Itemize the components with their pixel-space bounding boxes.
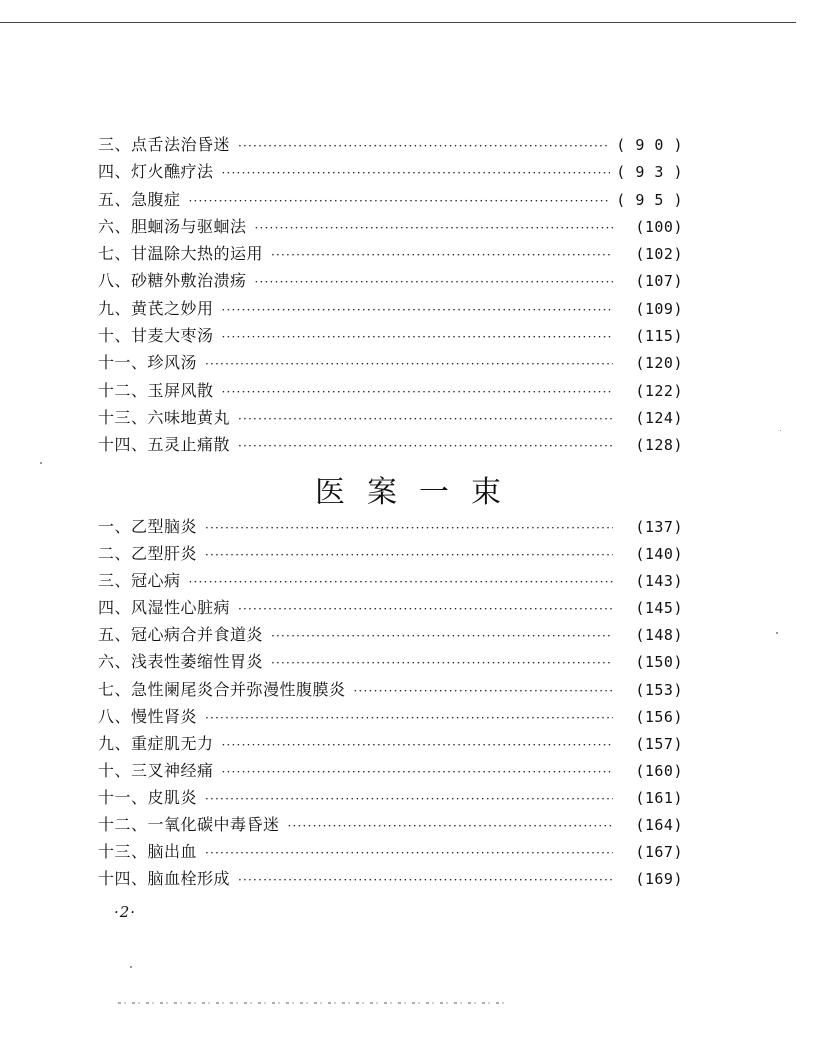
toc-dot-leader (255, 215, 613, 242)
toc-entry (98, 757, 683, 784)
toc-dot-leader (205, 840, 613, 867)
toc-entry (98, 404, 683, 431)
toc-entry-page: ( 9 5 ) (616, 190, 683, 209)
toc-dot-leader (354, 678, 613, 705)
toc-dot-leader (205, 351, 613, 378)
toc-entry-title: 三、冠心病 (98, 571, 181, 591)
toc-entry (98, 213, 683, 240)
toc-entry-title: 一、乙型脑炎 (98, 517, 198, 536)
toc-entry-page: (140) (635, 545, 683, 564)
toc-entry-page: (153) (635, 680, 683, 699)
toc-entry (98, 131, 683, 158)
toc-dot-leader (271, 242, 613, 269)
toc-entry (98, 513, 683, 540)
toc-dot-leader (271, 623, 613, 650)
toc-entry (98, 676, 683, 703)
toc-dot-leader (222, 759, 613, 786)
page-number: ·2· (114, 903, 137, 921)
toc-entry (98, 431, 683, 458)
toc-entry (98, 784, 683, 811)
toc-entry-page: (148) (635, 626, 683, 645)
toc-entry (98, 730, 683, 757)
toc-entry-title: 六、浅表性萎缩性胃炎 (98, 652, 264, 672)
toc-entry-page: (164) (635, 816, 683, 835)
toc-dot-leader (222, 324, 613, 351)
toc-entry-page: (109) (635, 299, 683, 318)
toc-entry (98, 621, 683, 648)
toc-dot-leader (238, 596, 613, 623)
toc-entry-title: 十一、皮肌炎 (98, 787, 198, 807)
toc-dot-leader (288, 813, 613, 840)
toc-entry-title: 二、乙型肝炎 (98, 544, 198, 564)
toc-entry-page: (128) (635, 436, 683, 455)
toc-entry (98, 838, 683, 865)
toc-entry-page: (160) (635, 761, 683, 780)
toc-entry-page: (161) (635, 788, 683, 807)
toc-entry-title: 七、急性阑尾炎合并弥漫性腹膜炎 (98, 679, 346, 699)
toc-dot-leader (271, 650, 613, 677)
toc-entry (98, 567, 683, 594)
toc-entry (98, 811, 683, 838)
toc-entry (98, 295, 683, 322)
toc-dot-leader (238, 133, 610, 160)
toc-entry (98, 865, 683, 892)
toc-list-part2 (98, 513, 683, 892)
top-rule (0, 22, 796, 23)
toc-dot-leader (255, 269, 613, 296)
toc-entry (98, 540, 683, 567)
toc-entry (98, 594, 683, 621)
toc-dot-leader (205, 515, 613, 542)
toc-dot-leader (238, 433, 613, 460)
toc-entry (98, 322, 683, 349)
toc-list-part1 (98, 131, 683, 459)
toc-entry-title: 四、风湿性心脏病 (98, 598, 231, 618)
toc-entry-page: (107) (635, 272, 683, 291)
toc-dot-leader (222, 297, 613, 324)
scan-speck (130, 966, 132, 968)
toc-entry-page: (137) (635, 518, 683, 536)
toc-entry-page: (156) (635, 707, 683, 726)
toc-entry (98, 267, 683, 294)
toc-entry-title: 五、冠心病合并食道炎 (98, 625, 264, 645)
toc-entry-page: (122) (635, 381, 683, 400)
toc-entry (98, 240, 683, 267)
toc-entry-page: (100) (635, 217, 683, 236)
toc-entry-page: (120) (635, 354, 683, 373)
scan-noise (118, 1002, 508, 1004)
toc-entry (98, 158, 683, 185)
toc-dot-leader (222, 379, 613, 406)
toc-entry-title: 十一、珍风汤 (98, 353, 198, 373)
toc-entry-page: (157) (635, 734, 683, 753)
toc-entry (98, 186, 683, 213)
toc-entry-page: (150) (635, 653, 683, 672)
scan-speck (776, 632, 778, 634)
toc-entry-title: 十二、玉屏风散 (98, 380, 214, 400)
toc-entry-title: 十、三叉神经痛 (98, 760, 214, 780)
toc-dot-leader (189, 569, 613, 596)
toc-entry-page: (115) (635, 327, 683, 346)
toc-dot-leader (222, 732, 613, 759)
toc-entry-title: 四、灯火醮疗法 (98, 162, 214, 182)
toc-entry-title: 九、重症肌无力 (98, 733, 214, 753)
toc-entry-title: 三、点舌法治昏迷 (98, 135, 231, 154)
toc-entry (98, 377, 683, 404)
toc-entry-page: (143) (635, 572, 683, 591)
toc-entry-page: (169) (635, 870, 683, 889)
toc-entry-title: 九、黄芪之妙用 (98, 298, 214, 318)
toc-entry-page: ( 9 0 ) (616, 136, 683, 154)
toc-entry-title: 十三、六味地黄丸 (98, 407, 231, 427)
toc-entry-page: (145) (635, 599, 683, 618)
toc-dot-leader (238, 406, 613, 433)
toc-dot-leader (238, 867, 613, 894)
section-heading: 医案一束 (315, 475, 523, 510)
toc-entry-title: 十四、脑血栓形成 (98, 869, 231, 889)
toc-entry-page: (167) (635, 843, 683, 862)
toc-entry-title: 十二、一氧化碳中毒昏迷 (98, 815, 280, 835)
toc-entry-title: 五、急腹症 (98, 189, 181, 209)
toc-entry-page: (124) (635, 408, 683, 427)
toc-dot-leader (205, 542, 613, 569)
toc-dot-leader (189, 188, 611, 215)
toc-entry (98, 703, 683, 730)
toc-dot-leader (205, 786, 613, 813)
toc-entry-title: 十四、五灵止痛散 (98, 435, 231, 455)
scan-speck (40, 462, 42, 464)
toc-entry (98, 648, 683, 675)
scan-speck (780, 430, 781, 431)
toc-entry-page: (102) (635, 245, 683, 264)
toc-dot-leader (205, 705, 613, 732)
toc-entry-title: 六、胆蛔汤与驱蛔法 (98, 216, 247, 236)
toc-entry-title: 八、慢性肾炎 (98, 706, 198, 726)
toc-entry-title: 十三、脑出血 (98, 842, 198, 862)
toc-entry-title: 十、甘麦大枣汤 (98, 326, 214, 346)
toc-entry-page: ( 9 3 ) (616, 163, 683, 182)
toc-entry-title: 八、砂糖外敷治溃疡 (98, 271, 247, 291)
toc-entry-title: 七、甘温除大热的运用 (98, 244, 264, 264)
toc-dot-leader (222, 160, 611, 187)
toc-entry (98, 349, 683, 376)
